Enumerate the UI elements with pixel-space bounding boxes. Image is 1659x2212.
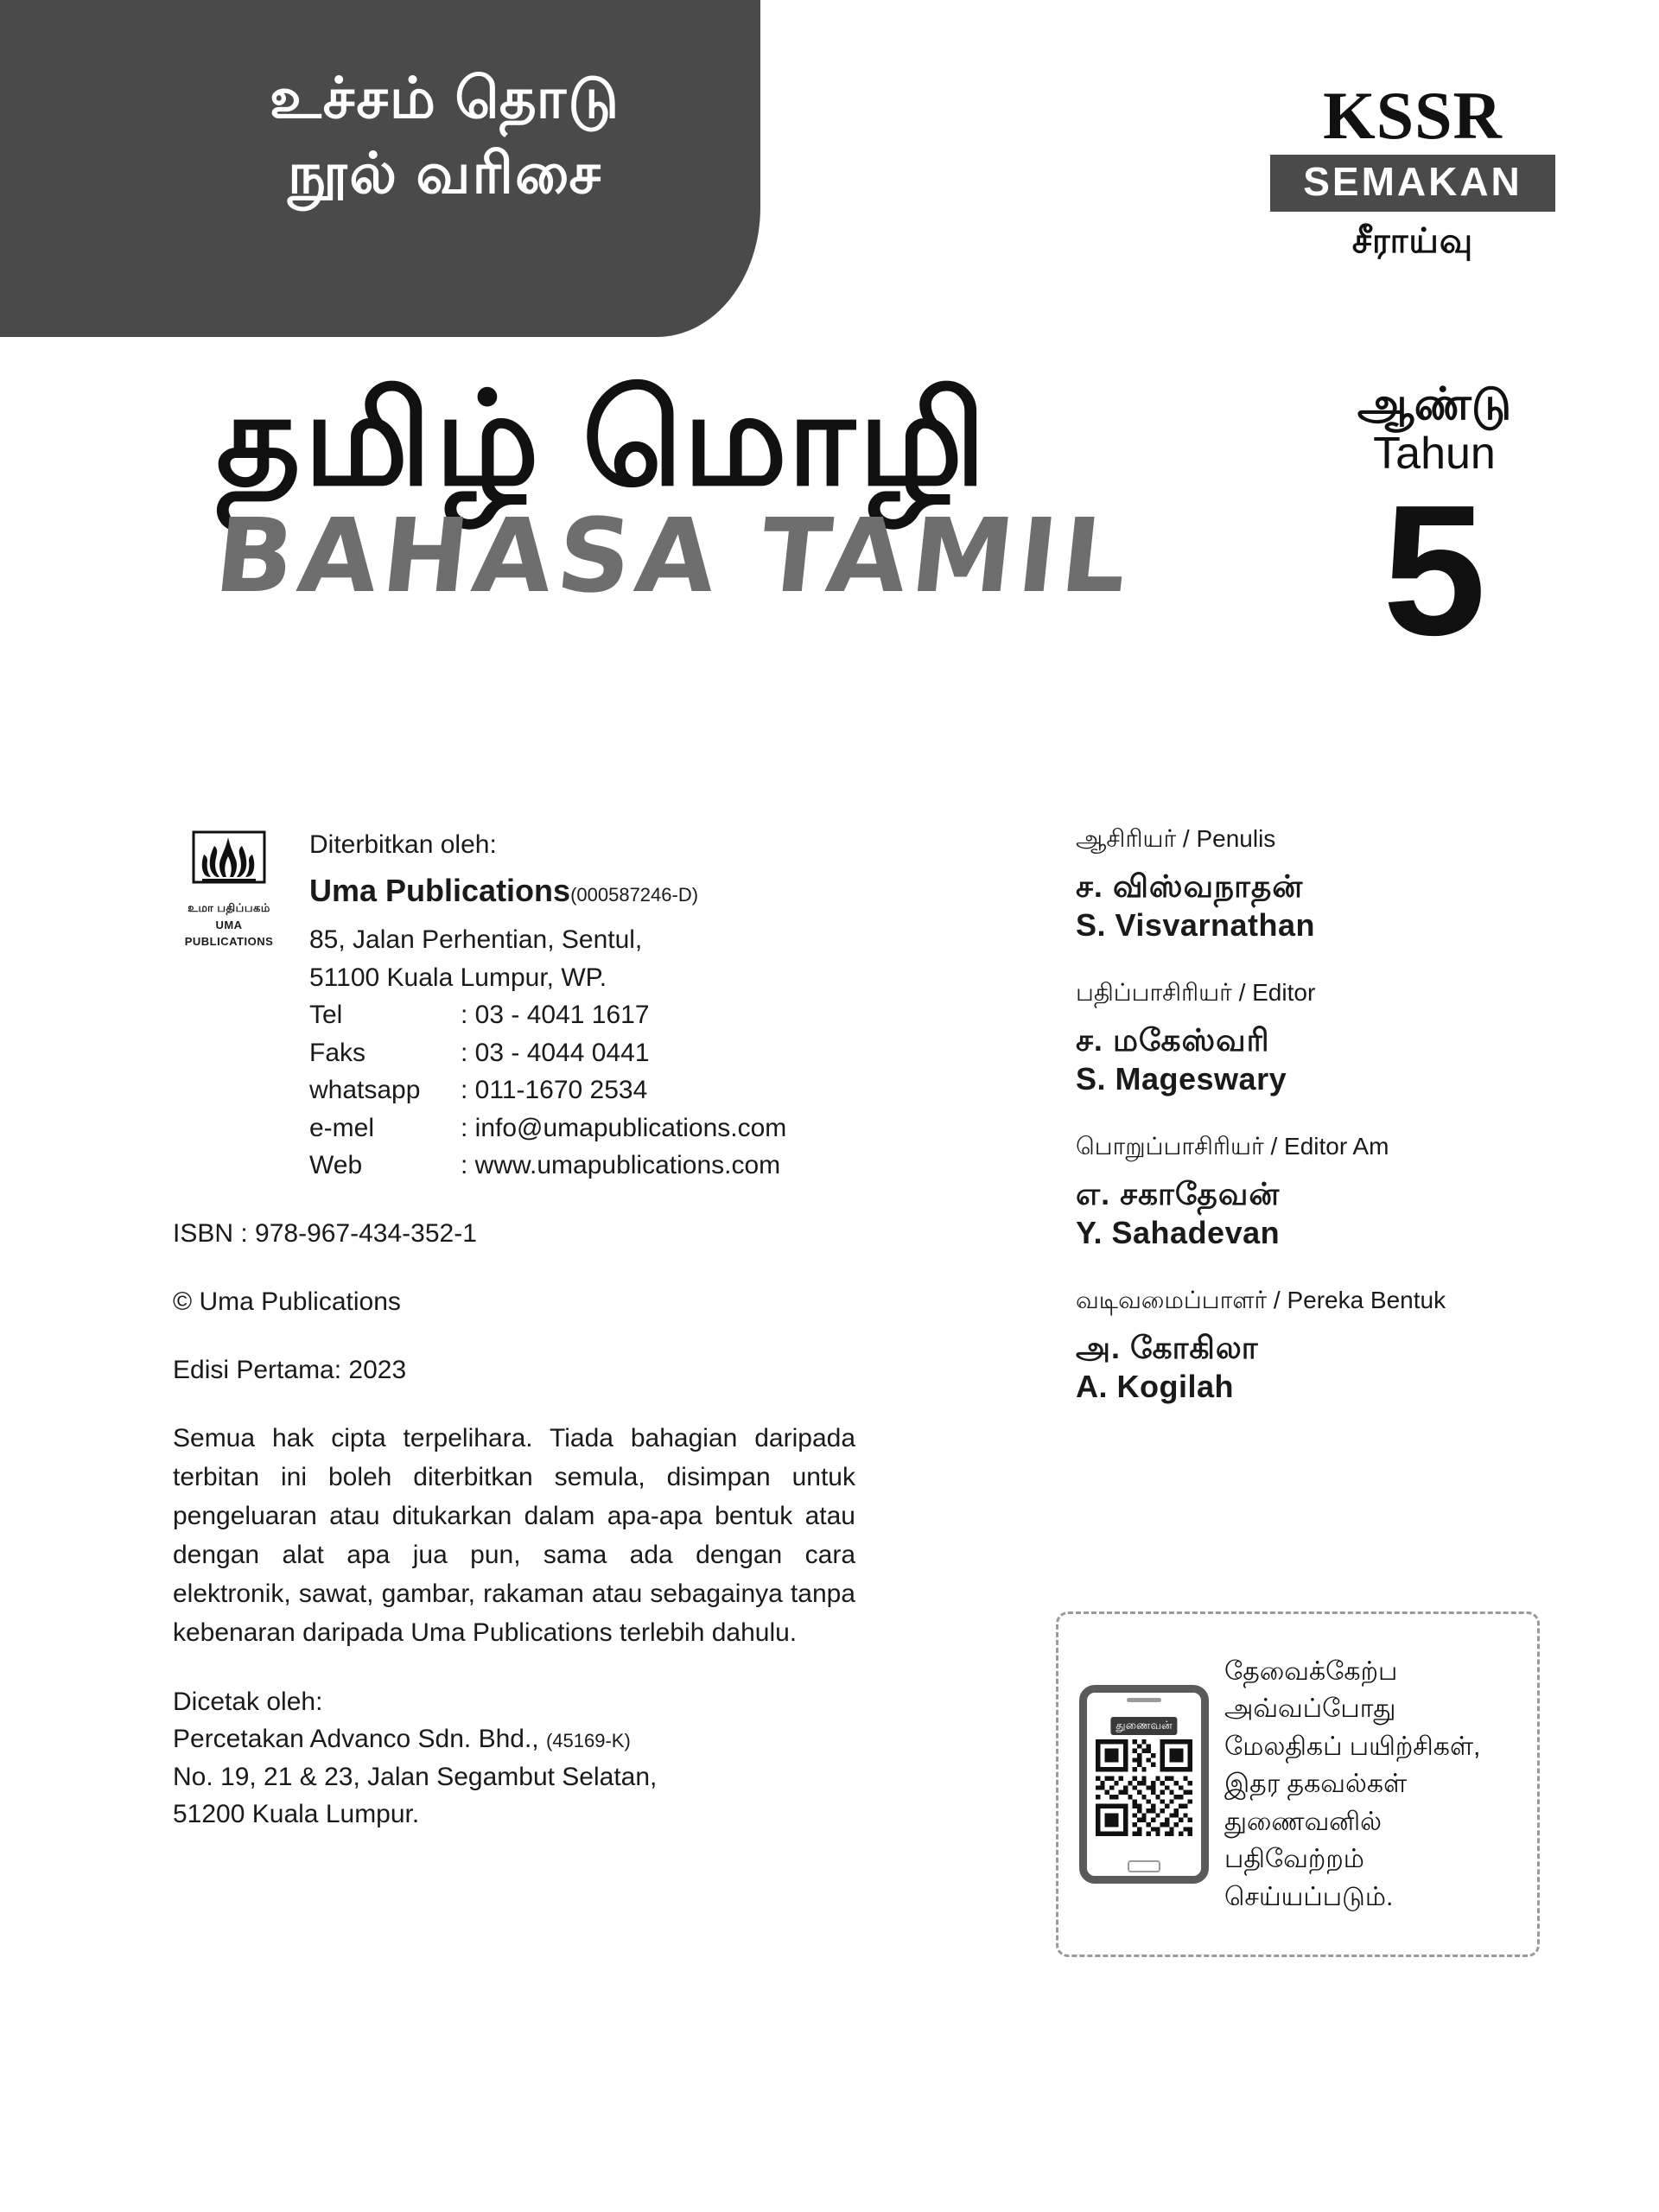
contact-row-tel — [309, 996, 1002, 1034]
contact-key: whatsapp — [309, 1076, 421, 1104]
credit-author — [1076, 825, 1594, 944]
printer-registration: (45169-K) — [545, 1730, 631, 1751]
publisher-details — [309, 825, 1002, 1185]
copyright-notice: © Uma Publications — [173, 1287, 401, 1316]
year-label-tamil: ஆண்டு — [1357, 379, 1512, 429]
contact-row-whatsapp — [309, 1071, 1002, 1109]
publisher-name — [309, 868, 1002, 914]
publisher-logo — [173, 825, 285, 950]
contact-key: Tel — [309, 1001, 343, 1029]
contact-row-faks — [309, 1034, 1002, 1072]
kssr-semakan-label: SEMAKAN — [1270, 155, 1555, 212]
publisher-name-text: Uma Publications — [309, 873, 571, 908]
credit-name-latin: Y. Sahadevan — [1076, 1215, 1281, 1250]
contact-value: : 03 - 4044 0441 — [461, 1038, 650, 1067]
contact-row-email — [309, 1109, 1002, 1147]
contact-value: : 03 - 4041 1617 — [461, 1001, 650, 1029]
credit-editor — [1076, 979, 1594, 1098]
year-number: 5 — [1382, 466, 1486, 675]
credit-name-tamil: ச. விஸ்வநாதன் — [1076, 868, 1304, 904]
credit-name-tamil: அ. கோகிலா — [1076, 1330, 1259, 1365]
publisher-info — [173, 825, 1002, 1834]
credit-designer — [1076, 1287, 1594, 1406]
credit-name-tamil: எ. சகாதேவன் — [1076, 1176, 1281, 1211]
isbn: ISBN : 978-967-434-352-1 — [173, 1218, 477, 1248]
book-title — [209, 366, 1253, 615]
printer-name: Percetakan Advanco Sdn. Bhd., — [173, 1725, 539, 1753]
publisher-address — [309, 921, 1002, 996]
book-title-tamil: தமிழ் மொழி — [216, 366, 990, 512]
kssr-badge — [1270, 78, 1555, 265]
qr-info-panel — [1056, 1611, 1540, 1957]
publisher-address-line1: 85, Jalan Perhentian, Sentul, — [309, 925, 643, 954]
uma-flame-logo-icon — [192, 830, 266, 898]
kssr-title: KSSR — [1323, 78, 1503, 153]
contact-row-web — [309, 1147, 1002, 1185]
series-title-line1: உச்சம் தொடு — [269, 66, 621, 130]
logo-caption-tamil: உமா பதிப்பகம் — [188, 901, 270, 914]
logo-caption-latin: UMA PUBLICATIONS — [184, 918, 274, 948]
credit-name-latin: A. Kogilah — [1076, 1369, 1234, 1404]
contact-value[interactable]: : www.umapublications.com — [461, 1151, 781, 1179]
series-banner — [0, 0, 760, 337]
contact-key: e-mel — [309, 1113, 375, 1142]
credit-editor-am — [1076, 1133, 1594, 1252]
year-label-latin: Tahun — [1373, 429, 1496, 480]
publisher-address-line2: 51100 Kuala Lumpur, WP. — [309, 963, 607, 992]
credit-role: பதிப்பாசிரியர் / Editor — [1076, 979, 1316, 1006]
contact-value: : 011-1670 2534 — [461, 1076, 648, 1104]
qr-code-icon[interactable] — [1096, 1739, 1192, 1836]
printed-by-label: Dicetak oleh: — [173, 1687, 323, 1716]
credit-role: பொறுப்பாசிரியர் / Editor Am — [1076, 1133, 1389, 1160]
series-title — [160, 60, 730, 211]
credit-role: ஆசிரியர் / Penulis — [1076, 825, 1276, 852]
edition: Edisi Pertama: 2023 — [173, 1355, 407, 1384]
contact-key: Web — [309, 1151, 363, 1179]
qr-note-text: தேவைக்கேற்ப அவ்வப்போது மேலதிகப் பயிற்சிகள், இதர தகவல்கள் துணைவனில் பதிவேற்றம் செய்யப்படும். — [1224, 1656, 1481, 1911]
printer-address-line2: 51200 Kuala Lumpur. — [173, 1800, 420, 1828]
publisher-registration: (000587246-D) — [570, 884, 699, 906]
printer-info — [173, 1683, 1002, 1834]
book-title-latin: BAHASA TAMIL — [209, 495, 1139, 615]
credit-name-tamil: ச. மகேஸ்வரி — [1076, 1022, 1270, 1058]
credits-list — [1076, 825, 1594, 1440]
contact-value[interactable]: : info@umapublications.com — [461, 1113, 787, 1142]
credit-name-latin: S. Mageswary — [1076, 1061, 1287, 1096]
phone-app-label: துணைவன் — [1110, 1717, 1177, 1735]
publisher-header — [173, 825, 1002, 1185]
credit-role: வடிவமைப்பாளர் / Pereka Bentuk — [1076, 1287, 1446, 1313]
legal-notice: Semua hak cipta terpelihara. Tiada bahagian daripada terbitan ini boleh diterbitkan semula, disimpan untuk pengeluaran atau ditukarkan dalam apa-apa bentuk atau dengan alat apa jua pun, sama ada dengan cara elektronik, sawat, gambar, rakaman atau sebagainya tanpa kebenaran daripada Uma Publications terlebih dahulu. — [173, 1423, 855, 1647]
printer-name-row — [173, 1720, 1002, 1758]
contact-key: Faks — [309, 1038, 366, 1067]
phone-illustration-icon — [1079, 1685, 1209, 1884]
credit-name-latin: S. Visvarnathan — [1076, 907, 1315, 943]
kssr-tamil-label: சீராய்வு — [1351, 222, 1474, 260]
printer-address-line1: No. 19, 21 & 23, Jalan Segambut Selatan, — [173, 1762, 658, 1791]
year-block — [1322, 379, 1547, 675]
series-title-line2: நூல் வரிசை — [287, 141, 603, 206]
published-by-label: Diterbitkan oleh: — [309, 830, 497, 859]
